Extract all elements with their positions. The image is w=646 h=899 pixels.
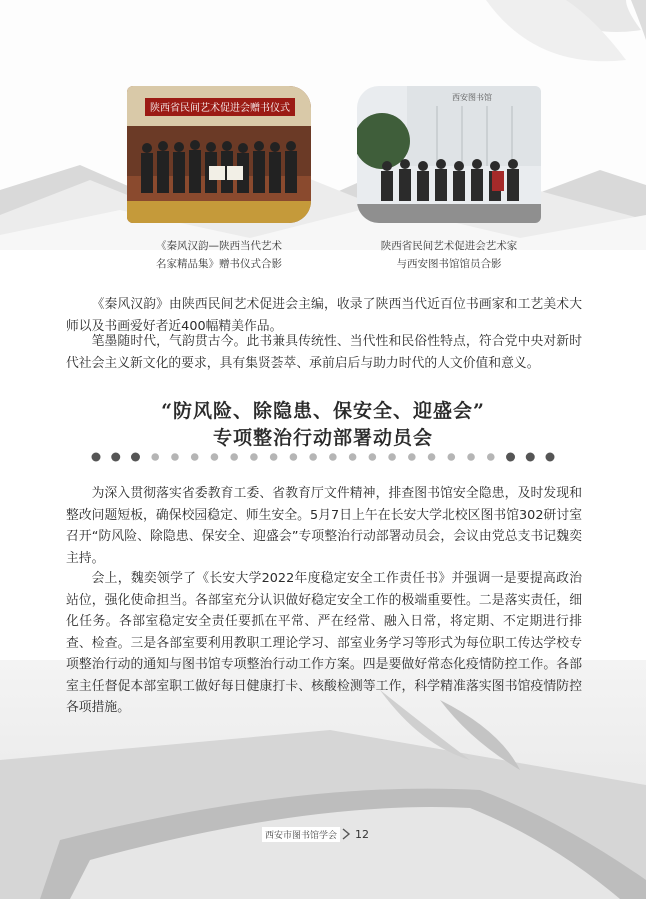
photo2-caption-line1: 陕西省民间艺术促进会艺术家 bbox=[380, 240, 518, 252]
page-footer bbox=[262, 826, 369, 842]
divider-dot bbox=[92, 453, 101, 462]
dotted-divider bbox=[90, 451, 556, 463]
photo2-sign-text: 西安图书馆 bbox=[452, 93, 492, 102]
divider-dot bbox=[151, 453, 159, 461]
divider-dot bbox=[408, 453, 416, 461]
photo-library-group bbox=[357, 86, 541, 223]
photo1-banner-text: 陕西省民间艺术促进会赠书仪式 bbox=[150, 103, 290, 114]
divider-dot bbox=[448, 453, 456, 461]
photo2-caption bbox=[349, 237, 549, 273]
divider-dot bbox=[349, 453, 357, 461]
footer-chevron-icon bbox=[340, 828, 354, 840]
divider-dot bbox=[211, 453, 219, 461]
photo1-caption bbox=[119, 237, 319, 273]
paragraph-book-value: 笔墨随时代，气韵贯古今。此书兼具传统性、当代性和民俗性特点，符合党中央对新时代社会主义新文化的要求，具有集贤荟萃、承前启后与助力时代的人文价值和意义。 bbox=[66, 334, 582, 371]
divider-dot bbox=[171, 453, 179, 461]
paragraph-book-intro: 《秦风汉韵》由陕西民间艺术促进会主编，收录了陕西当代近百位书画家和工艺美术大师以及书画爱好者近400幅精美作品。 bbox=[66, 297, 582, 334]
divider-dot bbox=[250, 453, 258, 461]
divider-dot bbox=[546, 453, 555, 462]
open-book-decoration bbox=[0, 690, 646, 899]
divider-dot bbox=[309, 453, 317, 461]
paragraph-meeting-content: 会上，魏奕领学了《长安大学2022年度稳定安全工作责任书》并强调一是要提高政治站位，强化使命担当。各部室充分认识做好稳定安全工作的极端重要性。二是落实责任，细化任务。各部室稳定安全责任要抓在平常、严在经常、融入日常，将定期、不定期进行排查、检查。三是各部室要利用教职工理论学习、部室业务学习等形式为每位职工传达学校专项整治行动的通知与图书馆专项整治行动工作方案。四是要做好常态化疫情防控工作。各部室主任督促本部室职工做好每日健康打卡、核酸检测等工作，科学精准落实图书馆疫情防控各项措施。 bbox=[66, 571, 582, 715]
photo2-caption-line2: 与西安图书馆馆员合影 bbox=[396, 258, 502, 270]
divider-dot bbox=[290, 453, 298, 461]
section-title-line1: “防风险、除隐患、保安全、迎盛会” bbox=[161, 400, 485, 422]
photo1-caption-line2: 名家精品集》赠书仪式合影 bbox=[156, 258, 282, 270]
mountain-decoration bbox=[0, 120, 646, 250]
section-title-line2: 专项整治行动部署动员会 bbox=[212, 427, 433, 449]
divider-dot bbox=[230, 453, 238, 461]
divider-dot bbox=[526, 453, 535, 462]
divider-dot bbox=[487, 453, 495, 461]
divider-dot bbox=[191, 453, 199, 461]
divider-dot bbox=[369, 453, 377, 461]
page-number: 12 bbox=[355, 827, 370, 841]
divider-dot bbox=[111, 453, 120, 462]
paragraph-meeting-intro: 为深入贯彻落实省委教育工委、省教育厅文件精神，排查图书馆安全隐患，及时发现和整改问题短板，确保校园稳定、师生安全。5月7日上午在长安大学北校区图书馆302研讨室召开“防风险、除隐患、保安全、迎盛会”专项整治行动部署动员会，会议由党总支书记魏奕主持。 bbox=[66, 486, 582, 566]
divider-dot bbox=[506, 453, 515, 462]
divider-dot bbox=[270, 453, 278, 461]
divider-dot bbox=[329, 453, 337, 461]
divider-dot bbox=[428, 453, 436, 461]
footer-publication-name: 西安市图书馆学会 bbox=[262, 827, 340, 842]
divider-dot bbox=[131, 453, 140, 462]
divider-dot bbox=[467, 453, 475, 461]
divider-dot bbox=[388, 453, 396, 461]
photo1-caption-line1: 《秦风汉韵—陕西当代艺术 bbox=[156, 240, 282, 252]
photo-donation-ceremony bbox=[127, 86, 311, 223]
